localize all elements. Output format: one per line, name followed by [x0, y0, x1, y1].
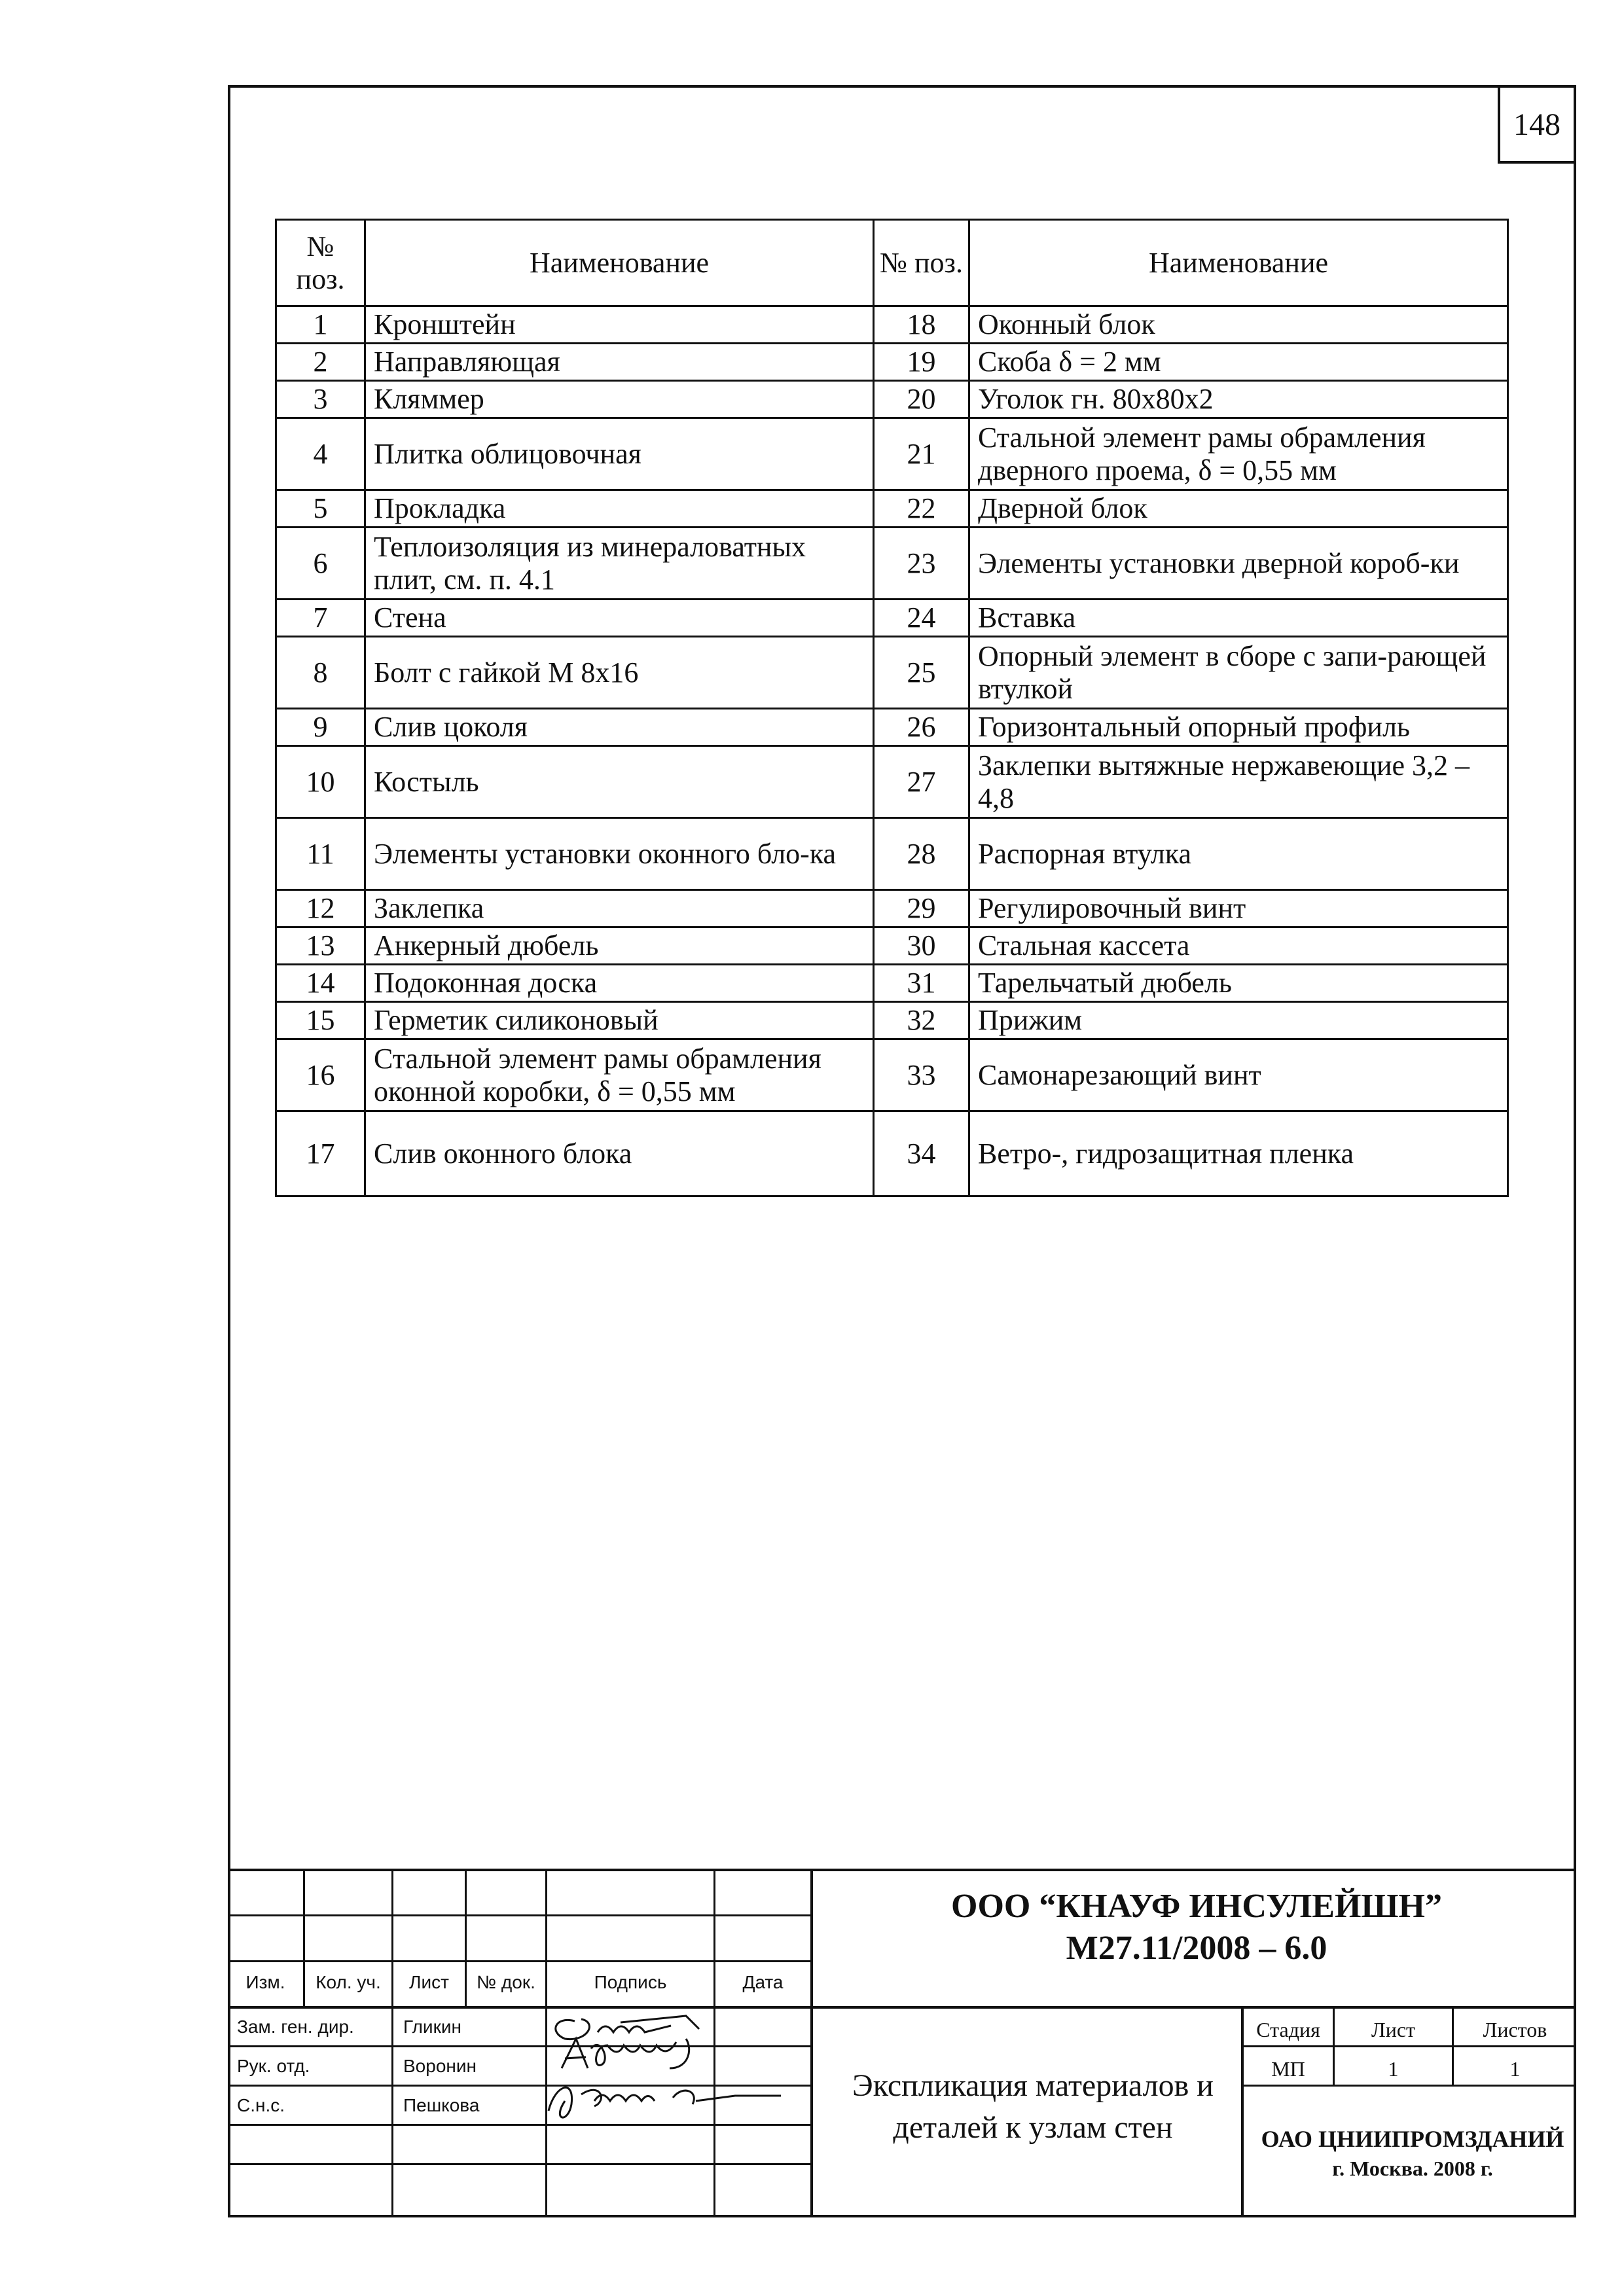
table-row: [276, 890, 1508, 927]
position-number-header: № поз.: [276, 220, 365, 306]
position-number: 27: [874, 746, 969, 818]
table-row: [276, 637, 1508, 709]
item-name: Регулировочный винт: [969, 890, 1508, 927]
table-header-row: [276, 220, 1508, 306]
item-name: Костыль: [365, 746, 874, 818]
role-department-head: Рук. отд.: [237, 2056, 310, 2076]
title-block: [228, 1869, 1576, 2217]
stage-value: МП: [1271, 2057, 1305, 2081]
item-name: Слив цоколя: [365, 709, 874, 746]
role-senior-researcher: С.н.с.: [237, 2095, 285, 2115]
position-number: 18: [874, 306, 969, 344]
item-name: Самонарезающий винт: [969, 1039, 1508, 1111]
position-number: 26: [874, 709, 969, 746]
position-number: 19: [874, 344, 969, 381]
table-row: [276, 1039, 1508, 1111]
position-number: 12: [276, 890, 365, 927]
table-row: [276, 1002, 1508, 1039]
item-name: Дверной блок: [969, 490, 1508, 528]
col-header-date: Дата: [742, 1972, 784, 1992]
position-number: 17: [276, 1111, 365, 1196]
item-name: Скоба δ = 2 мм: [969, 344, 1508, 381]
position-number: 21: [874, 418, 969, 490]
table-row: [276, 818, 1508, 890]
position-number: 22: [874, 490, 969, 528]
role-deputy-director: Зам. ген. дир.: [237, 2017, 354, 2037]
organization-name: ООО “КНАУФ ИНСУЛЕЙШН”: [951, 1888, 1442, 1925]
position-number: 5: [276, 490, 365, 528]
sheet-value: 1: [1388, 2057, 1399, 2081]
position-number: 28: [874, 818, 969, 890]
item-name: Стальной элемент рамы обрамления дверного проема, δ = 0,55 мм: [969, 418, 1508, 490]
position-number: 31: [874, 965, 969, 1002]
item-name: Направляющая: [365, 344, 874, 381]
col-header-doc-number: № док.: [477, 1972, 535, 1992]
col-header-signature: Подпись: [594, 1972, 667, 1992]
position-number: 32: [874, 1002, 969, 1039]
item-name: Болт с гайкой М 8х16: [365, 637, 874, 709]
position-number: 30: [874, 927, 969, 965]
col-header-sheet: Лист: [409, 1972, 449, 1992]
item-name: Кронштейн: [365, 306, 874, 344]
page-number: 148: [1498, 85, 1576, 164]
position-number: 29: [874, 890, 969, 927]
item-name: Элементы установки оконного бло-ка: [365, 818, 874, 890]
table-row: [276, 927, 1508, 965]
item-name: Заклепка: [365, 890, 874, 927]
position-number: 10: [276, 746, 365, 818]
sheet-label: Лист: [1371, 2018, 1415, 2041]
position-number: 7: [276, 600, 365, 637]
item-name: Стальная кассета: [969, 927, 1508, 965]
position-number: 24: [874, 600, 969, 637]
item-name: Горизонтальный опорный профиль: [969, 709, 1508, 746]
item-name: Подоконная доска: [365, 965, 874, 1002]
item-name: Теплоизоляция из минераловатных плит, см. п. 4.1: [365, 528, 874, 600]
designer-organization: ОАО ЦНИИПРОМЗДАНИЙ: [1261, 2126, 1564, 2152]
position-number: 13: [276, 927, 365, 965]
table-row: [276, 528, 1508, 600]
table-row: [276, 344, 1508, 381]
position-number: 25: [874, 637, 969, 709]
table-row: [276, 306, 1508, 344]
stage-label: Стадия: [1256, 2018, 1320, 2041]
col-header-change: Изм.: [245, 1972, 285, 1992]
item-name: Стена: [365, 600, 874, 637]
position-number-header: № поз.: [874, 220, 969, 306]
position-number: 23: [874, 528, 969, 600]
item-name: Герметик силиконовый: [365, 1002, 874, 1039]
table-row: [276, 418, 1508, 490]
name-header: Наименование: [969, 220, 1508, 306]
designer-city-year: г. Москва. 2008 г.: [1332, 2157, 1493, 2180]
item-name: Анкерный дюбель: [365, 927, 874, 965]
person-name: Гликин: [403, 2017, 461, 2037]
position-number: 34: [874, 1111, 969, 1196]
signatures-image: [535, 2003, 810, 2134]
item-name: Прижим: [969, 1002, 1508, 1039]
position-number: 6: [276, 528, 365, 600]
item-name: Плитка облицовочная: [365, 418, 874, 490]
position-number: 16: [276, 1039, 365, 1111]
table-row: [276, 965, 1508, 1002]
item-name: Распорная втулка: [969, 818, 1508, 890]
col-header-count: Кол. уч.: [316, 1972, 381, 1992]
position-number: 20: [874, 381, 969, 418]
item-name: Оконный блок: [969, 306, 1508, 344]
position-number: 4: [276, 418, 365, 490]
table-row: [276, 600, 1508, 637]
item-name: Тарельчатый дюбель: [969, 965, 1508, 1002]
item-name: Ветро-, гидрозащитная пленка: [969, 1111, 1508, 1196]
item-name: Кляммер: [365, 381, 874, 418]
materials-table: [275, 219, 1509, 1197]
item-name: Слив оконного блока: [365, 1111, 874, 1196]
position-number: 9: [276, 709, 365, 746]
position-number: 2: [276, 344, 365, 381]
sheets-count-value: 1: [1509, 2057, 1521, 2081]
item-name: Элементы установки дверной короб-ки: [969, 528, 1508, 600]
position-number: 11: [276, 818, 365, 890]
item-name: Прокладка: [365, 490, 874, 528]
sheets-count-label: Листов: [1483, 2018, 1547, 2041]
table-row: [276, 709, 1508, 746]
position-number: 8: [276, 637, 365, 709]
table-row: [276, 381, 1508, 418]
item-name: Заклепки вытяжные нержавеющие 3,2 – 4,8: [969, 746, 1508, 818]
item-name: Вставка: [969, 600, 1508, 637]
item-name: Стальной элемент рамы обрамления оконной коробки, δ = 0,55 мм: [365, 1039, 874, 1111]
person-name: Пешкова: [403, 2095, 480, 2115]
item-name: Опорный элемент в сборе с запи-рающей втулкой: [969, 637, 1508, 709]
name-header: Наименование: [365, 220, 874, 306]
position-number: 15: [276, 1002, 365, 1039]
position-number: 1: [276, 306, 365, 344]
position-number: 33: [874, 1039, 969, 1111]
position-number: 14: [276, 965, 365, 1002]
table-row: [276, 746, 1508, 818]
table-row: [276, 1111, 1508, 1196]
position-number: 3: [276, 381, 365, 418]
document-code: М27.11/2008 – 6.0: [1066, 1929, 1327, 1967]
table-row: [276, 490, 1508, 528]
item-name: Уголок гн. 80х80х2: [969, 381, 1508, 418]
person-name: Воронин: [403, 2056, 477, 2076]
document-title: Экспликация материалов и деталей к узлам стен: [852, 2068, 1214, 2145]
